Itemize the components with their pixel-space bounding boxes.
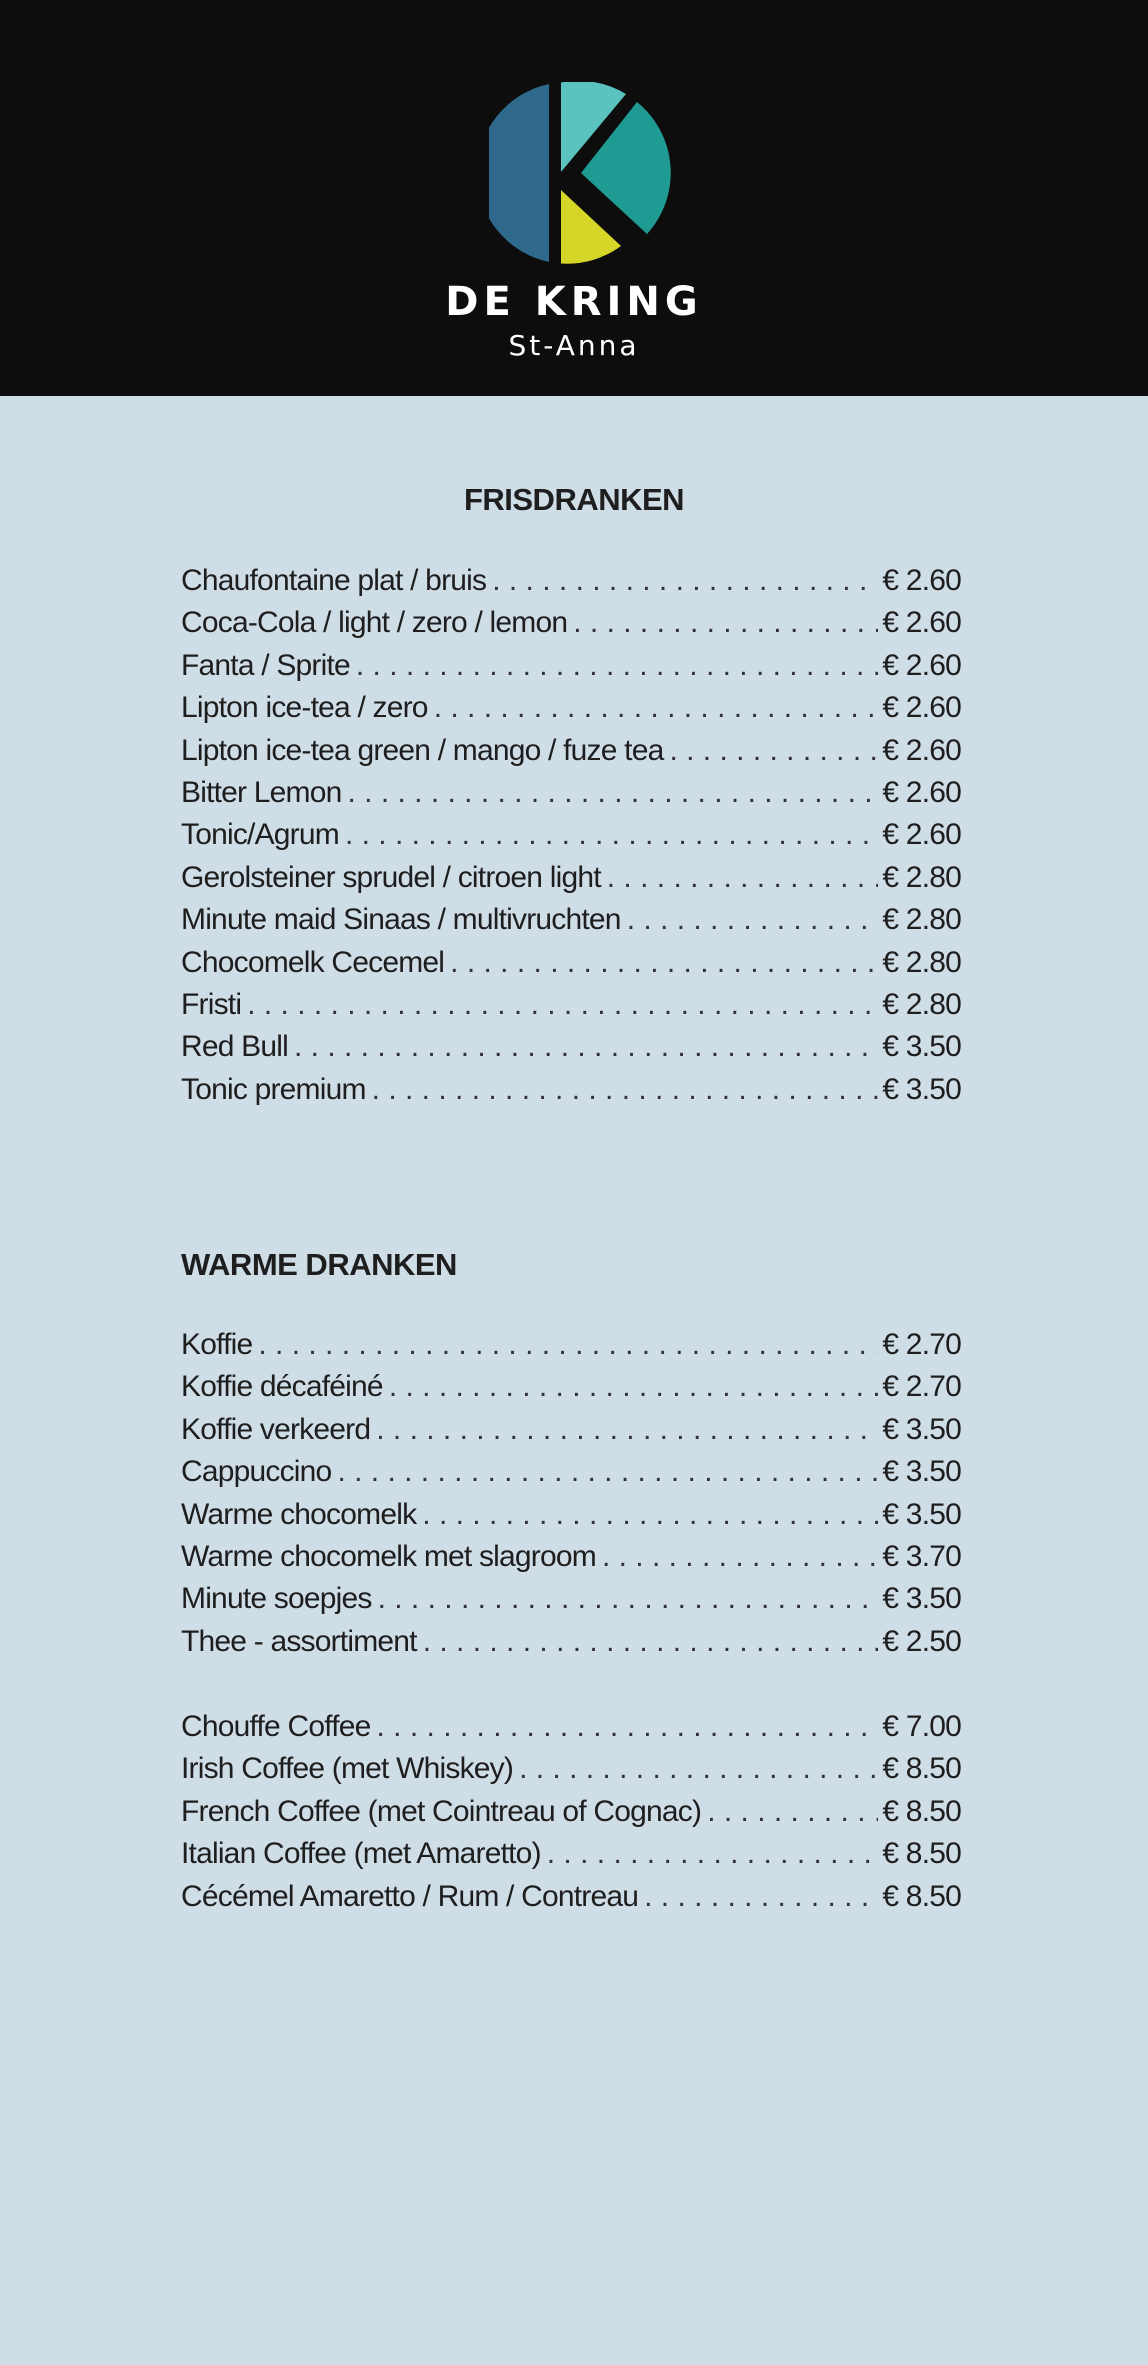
menu-item-price: € 3.50 <box>882 1455 961 1489</box>
brand-name: DE KRING <box>445 279 703 325</box>
dot-leader <box>423 1625 879 1659</box>
de-kring-logo-icon <box>489 82 671 264</box>
dot-leader <box>345 818 878 852</box>
menu-item-row <box>181 1710 961 1752</box>
menu-item-row <box>181 734 961 776</box>
menu-item-price: € 2.80 <box>882 987 961 1021</box>
menu-item-name: Gerolsteiner sprudel / citroen light <box>181 860 601 894</box>
dot-leader <box>247 988 878 1022</box>
dot-leader <box>337 1455 878 1489</box>
dot-leader <box>377 1710 879 1744</box>
dot-leader <box>607 861 879 895</box>
menu-item-name: Italian Coffee (met Amaretto) <box>181 1837 541 1871</box>
menu-item-price: € 2.60 <box>882 564 961 597</box>
menu-item-row <box>181 776 961 818</box>
menu-item-name: Minute soepjes <box>181 1582 372 1616</box>
menu-item-row <box>181 1625 961 1667</box>
dot-leader <box>547 1837 879 1871</box>
menu-item-name: Warme chocomelk <box>181 1497 417 1531</box>
dot-leader <box>519 1752 878 1786</box>
menu-item-row <box>181 1582 961 1624</box>
section-title-frisdranken: FRISDRANKEN <box>463 482 685 517</box>
dot-leader <box>372 1073 879 1107</box>
frisdranken-list <box>181 564 961 1115</box>
menu-item-row <box>181 1413 961 1455</box>
menu-item-price: € 3.70 <box>882 1539 961 1573</box>
menu-item-row <box>181 1455 961 1497</box>
menu-item-price: € 2.70 <box>882 1370 961 1404</box>
menu-item-row <box>181 1073 961 1115</box>
menu-item-name: Cécémel Amaretto / Rum / Contreau <box>181 1879 639 1913</box>
menu-item-row <box>181 946 961 988</box>
menu-item-name: Koffie verkeerd <box>181 1412 371 1446</box>
dot-leader <box>492 564 878 598</box>
menu-item-name: Chouffe Coffee <box>181 1710 371 1743</box>
menu-item-name: Chocomelk Cecemel <box>181 945 445 979</box>
dot-leader <box>258 1328 878 1362</box>
menu-item-name: Tonic/Agrum <box>181 818 339 852</box>
dot-leader <box>669 734 878 768</box>
menu-item-row <box>181 691 961 733</box>
menu-item-price: € 3.50 <box>882 1497 961 1531</box>
menu-item-name: Red Bull <box>181 1030 288 1064</box>
dot-leader <box>376 1413 878 1447</box>
menu-item-row <box>181 1370 961 1412</box>
dot-leader <box>644 1880 878 1914</box>
menu-item-price: € 8.50 <box>882 1794 961 1828</box>
menu-item-row <box>181 861 961 903</box>
menu-item-price: € 3.50 <box>882 1030 961 1064</box>
menu-item-name: Cappuccino <box>181 1455 332 1489</box>
menu-item-price: € 2.60 <box>882 648 961 682</box>
dot-leader <box>707 1795 878 1829</box>
dot-leader <box>294 1030 878 1064</box>
dot-leader <box>450 946 878 980</box>
menu-item-price: € 2.60 <box>882 775 961 809</box>
menu-item-row <box>181 1837 961 1879</box>
menu-item-price: € 3.50 <box>882 1412 961 1446</box>
menu-item-name: Coca-Cola / light / zero / lemon <box>181 606 568 640</box>
menu-item-row <box>181 1498 961 1540</box>
menu-item-row <box>181 1328 961 1370</box>
menu-item-name: Lipton ice-tea / zero <box>181 691 428 725</box>
menu-item-price: € 8.50 <box>882 1879 961 1913</box>
menu-header <box>0 0 1148 396</box>
menu-item-name: Fristi <box>181 987 242 1021</box>
menu-item-name: Chaufontaine plat / bruis <box>181 564 487 597</box>
menu-item-name: Tonic premium <box>181 1072 366 1106</box>
menu-item-price: € 2.80 <box>882 860 961 894</box>
menu-item-name: French Coffee (met Cointreau of Cognac) <box>181 1794 702 1828</box>
dot-leader <box>434 691 879 725</box>
menu-item-price: € 2.60 <box>882 691 961 725</box>
menu-item-price: € 3.50 <box>882 1582 961 1616</box>
special-coffees-list <box>181 1710 961 1922</box>
menu-item-name: Thee - assortiment <box>181 1624 417 1658</box>
menu-item-price: € 8.50 <box>882 1837 961 1871</box>
dot-leader <box>347 776 878 810</box>
menu-item-price: € 2.60 <box>882 818 961 852</box>
dot-leader <box>378 1582 879 1616</box>
menu-item-name: Fanta / Sprite <box>181 648 350 682</box>
dot-leader <box>356 649 879 683</box>
menu-item-row <box>181 1880 961 1922</box>
menu-item-name: Koffie <box>181 1328 253 1361</box>
brand-location: St-Anna <box>508 329 640 362</box>
section-title-warme-dranken: WARME DRANKEN <box>181 1247 457 1282</box>
menu-item-row <box>181 1540 961 1582</box>
menu-item-row <box>181 606 961 648</box>
menu-item-price: € 2.80 <box>882 903 961 937</box>
dot-leader <box>389 1370 879 1404</box>
menu-item-price: € 3.50 <box>882 1072 961 1106</box>
menu-item-row <box>181 988 961 1030</box>
warme-dranken-list <box>181 1328 961 1667</box>
menu-item-name: Koffie décaféiné <box>181 1370 383 1404</box>
logo-blue-segment <box>489 84 549 262</box>
menu-item-price: € 2.60 <box>882 606 961 640</box>
menu-item-row <box>181 1030 961 1072</box>
menu-item-row <box>181 564 961 606</box>
menu-item-price: € 2.70 <box>882 1328 961 1361</box>
menu-item-name: Minute maid Sinaas / multivruchten <box>181 903 621 937</box>
menu-item-row <box>181 1795 961 1837</box>
menu-item-row <box>181 1752 961 1794</box>
menu-item-row <box>181 903 961 945</box>
menu-item-row <box>181 649 961 691</box>
menu-item-price: € 2.50 <box>882 1624 961 1658</box>
menu-item-row <box>181 818 961 860</box>
menu-item-name: Bitter Lemon <box>181 775 342 809</box>
menu-item-name: Warme chocomelk met slagroom <box>181 1539 596 1573</box>
dot-leader <box>602 1540 878 1574</box>
menu-item-name: Lipton ice-tea green / mango / fuze tea <box>181 733 664 767</box>
menu-item-price: € 8.50 <box>882 1752 961 1786</box>
dot-leader <box>573 606 878 640</box>
dot-leader <box>627 903 879 937</box>
dot-leader <box>422 1498 878 1532</box>
menu-item-name: Irish Coffee (met Whiskey) <box>181 1752 514 1786</box>
menu-item-price: € 2.60 <box>882 733 961 767</box>
menu-item-price: € 7.00 <box>882 1710 961 1743</box>
menu-item-price: € 2.80 <box>882 945 961 979</box>
